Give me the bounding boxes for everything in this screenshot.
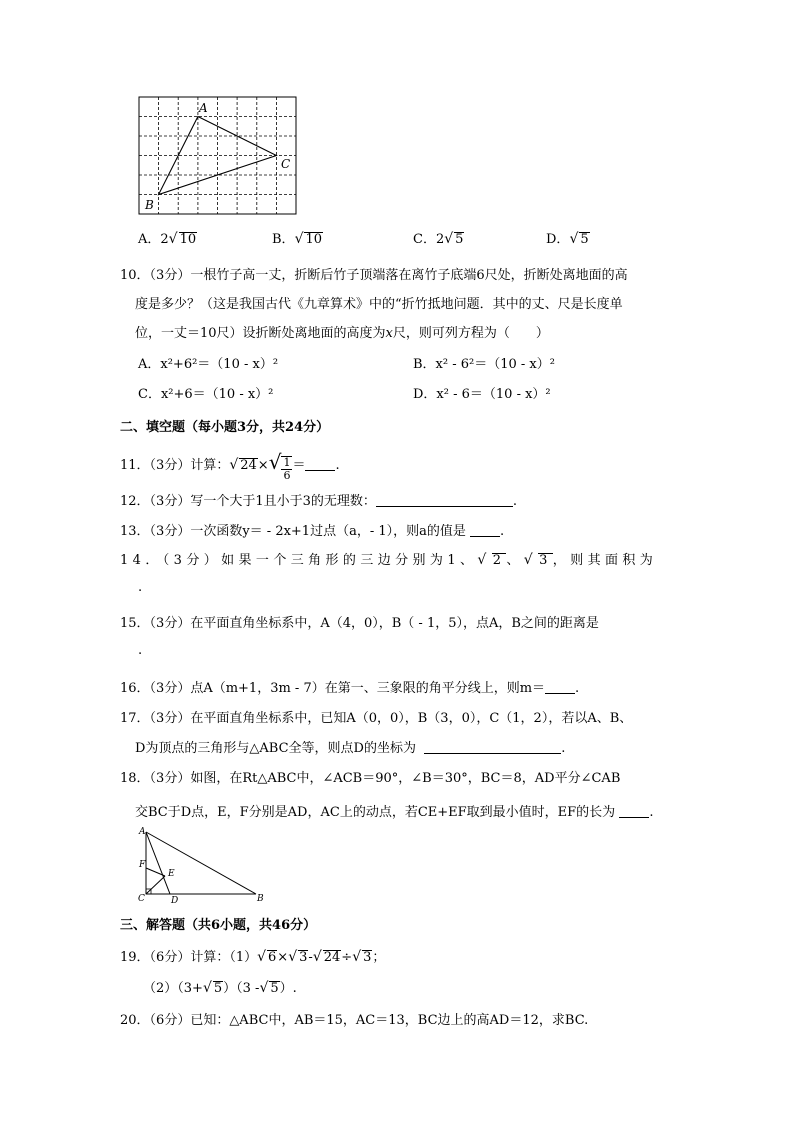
q9-option-a[interactable]: A．2√ 10 xyxy=(138,231,197,247)
q10-line2: 度是多少？（这是我国古代《九章算术》中的“折竹抵地问题．其中的丈、尺是长度单 xyxy=(135,297,623,312)
section-3-heading: 三、解答题（共6小题，共46分） xyxy=(120,918,317,933)
q20: 20．（6分）已知：△ABC中，AB＝15，AC＝13，BC边上的高AD＝12，求BC. xyxy=(120,1013,589,1028)
q16: 16．（3分）点A（m+1，3m - 7）在第一、三象限的角平分线上，则m＝ . xyxy=(120,681,580,696)
q18-line1: 18．（3分）如图，在Rt△ABC中，∠ACB＝90°，∠B＝30°，BC＝8，AD平分∠CAB xyxy=(120,771,621,786)
q10-line1: 10．（3分）一根竹子高一丈，折断后竹子顶端落在离竹子底端6尺处，折断处离地面的高 xyxy=(120,268,628,283)
q19-part2: （2）（3+√ 5）（3 -√ 5）. xyxy=(143,980,297,996)
q12-answer-blank[interactable] xyxy=(376,493,513,507)
q17-line1: 17．（3分）在平面直角坐标系中，已知A（0，0），B（3，0），C（1，2），若以A、B、 xyxy=(120,711,633,726)
side-ab xyxy=(146,832,256,894)
vertex-label-b: B xyxy=(145,198,154,212)
bisector-ad xyxy=(146,832,170,894)
q9-grid-figure xyxy=(136,96,301,218)
label-f: F xyxy=(139,860,146,870)
q10-option-c[interactable]: C．x²+6＝（10 - x）² xyxy=(138,387,274,402)
q18-answer-blank[interactable] xyxy=(619,804,649,818)
q9-option-d[interactable]: D．√ 5 xyxy=(546,231,589,247)
q14-continuation: . xyxy=(138,580,143,595)
grid-lines xyxy=(139,97,296,214)
label-c: C xyxy=(138,894,145,904)
q10-option-d[interactable]: D．x² - 6＝（10 - x）² xyxy=(413,387,551,402)
q11-answer-blank[interactable] xyxy=(305,457,335,471)
q12: 12．（3分）写一个大于1且小于3的无理数： . xyxy=(120,494,517,509)
q18-triangle-figure xyxy=(136,826,266,906)
q18-line2: 交BC于D点，E，F分别是AD，AC上的动点，若CE+EF取到最小值时，EF的长为 . xyxy=(135,805,654,820)
q10-option-b[interactable]: B．x² - 6²＝（10 - x）² xyxy=(413,357,555,372)
q15: 15．（3分）在平面直角坐标系中，A（4，0），B（ - 1，5），点A，B之间的距离是 xyxy=(120,616,599,631)
q19-part1: 19．（6分）计算：（1）√ 6×√ 3-√ 24÷√ 3； xyxy=(120,949,386,965)
label-e: E xyxy=(168,869,175,879)
segment-fe xyxy=(146,868,165,876)
q9-option-b[interactable]: B．√ 10 xyxy=(272,231,323,247)
label-d: D xyxy=(171,896,179,906)
label-b: B xyxy=(257,894,264,904)
q14: 14．（3分）如果一个三角形的三边分别为1、√ 2、√ 3，则其面积为 xyxy=(120,552,658,568)
q17-line2: D为顶点的三角形与△ABC全等，则点D的坐标为 . xyxy=(135,741,566,756)
q11: 11．（3分）计算：√ 24×√ $\frac{1}{6}$ ＝ . xyxy=(120,450,340,482)
q10-option-a[interactable]: A．x²+6²＝（10 - x）² xyxy=(138,357,279,372)
vertex-label-a: A xyxy=(199,101,208,115)
q9-option-c[interactable]: C．2√ 5 xyxy=(413,231,464,247)
q16-answer-blank[interactable] xyxy=(545,680,575,694)
q17-answer-blank[interactable] xyxy=(424,740,561,754)
q15-continuation: . xyxy=(138,643,143,658)
vertex-label-c: C xyxy=(281,157,291,171)
label-a: A xyxy=(139,827,146,837)
segment-ce xyxy=(146,876,165,894)
q13-answer-blank[interactable] xyxy=(470,523,500,537)
section-2-heading: 二、填空题（每小题3分，共24分） xyxy=(120,420,330,435)
q10-line3: 位，一丈＝10尺）设折断处离地面的高度为x尺，则可列方程为（ ） xyxy=(135,326,549,341)
q13: 13．（3分）一次函数y＝ - 2x+1过点（a，- 1），则a的值是 . xyxy=(120,524,505,539)
